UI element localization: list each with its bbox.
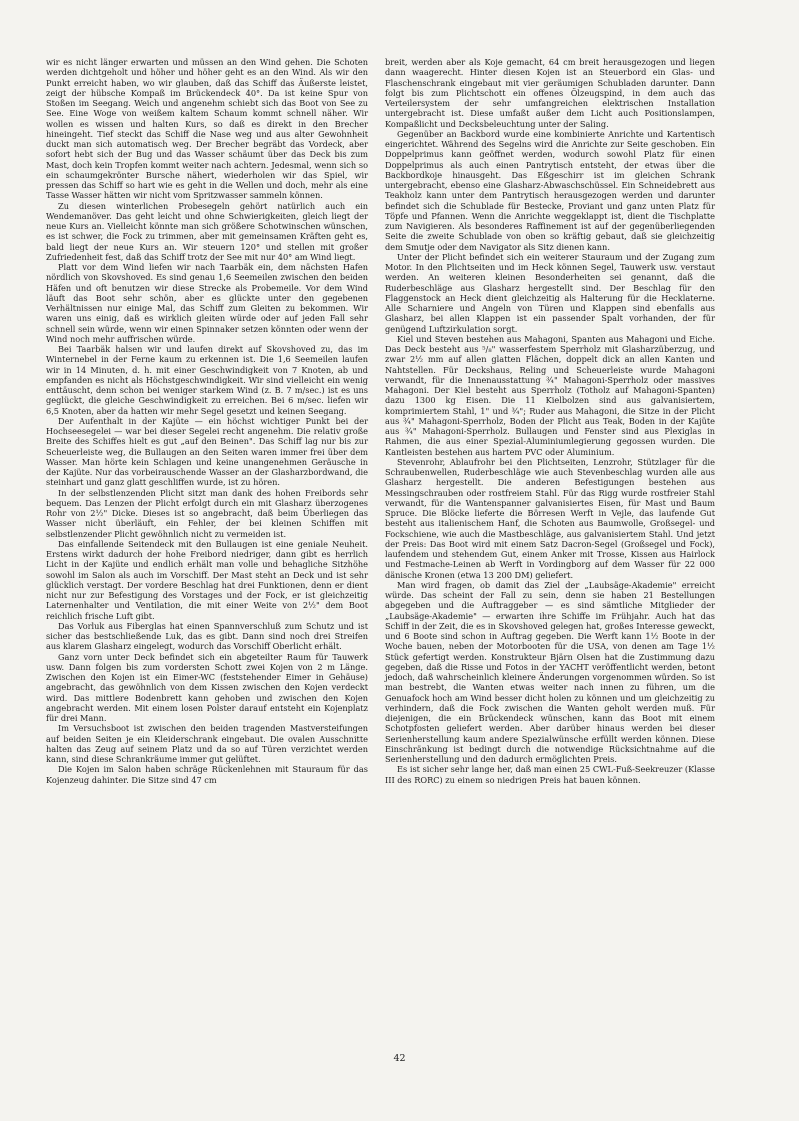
paragraph: Das Vorluk aus Fiberglas hat einen Spannverschluß zum Schutz und ist sicher das bestschließende Luk, das es gibt. Dann sind noch drei Streifen aus klarem Glasharz eingelegt, wodurch das Vorschiff Oberlicht erhält. (46, 620, 368, 652)
paragraph: Die Kojen im Salon haben schräge Rückenlehnen mit Stauraum für das Kojenzeug dahinter. Die Sitze sind 47 cm (46, 764, 368, 785)
paragraph: Stevenrohr, Ablaufrohr bei den Plichtseiten, Lenzrohr, Stützlager für die Schraubenwellen, Ruderbeschläge wie auch Stevenbeschlag wurden alle aus Glasharz hergestellt. Die anderen Befestigungen bestehen aus Messingschrauben oder rostfreiem Stahl. Für das Rigg wurde rostfreier Stahl verwandt, für die Wantenspanner galvanisiertes Eisen, für Mast und Baum Spruce. Die Blöcke lieferte die Börresen Werft in Vejle, das laufende Gut besteht aus italienischem Hanf, die Schoten aus Baumwolle, Großsegel- und Fockschiene, wie auch die Mastbeschläge, aus galvanisiertem Stahl. Und jetzt der Preis: Das Boot wird mit einem Satz Dacron-Segel (Großsegel und Fock), laufendem und stehendem Gut, einem Anker mit Trosse, Kissen aus Hairlock und Festmache-Leinen ab Werft in Vordingborg auf dem Wasser für 22 000 dänische Kronen (etwa 13 200 DM) geliefert. (385, 456, 715, 580)
paragraph: Im Versuchsboot ist zwischen den beiden tragenden Mastversteifungen auf beiden Seiten je ein Kleiderschrank eingebaut. Die ovalen Ausschnitte halten das Zeug auf seinem Platz und da so auf Türen verzichtet werden kann, sind diese Schrankräume immer gut gelüftet. (46, 723, 368, 764)
paragraph: Der Aufenthalt in der Kajüte — ein höchst wichtiger Punkt bei der Hochseesegelei — war bei dieser Segelei recht angenehm. Die relativ große Breite des Schiffes hielt es gut „auf den Beinen". Das Schiff lag nur bis zur Scheuerleiste weg, die Bullaugen an den Seiten waren immer frei über dem Wasser. Man hörte kein Schlagen und keine unangenehmen Geräusche in der Kajüte. Nur das vorbeirauschende Wasser an der Glasharzbordwand, die steinhart und ganz glatt geschliffen wurde, ist zu hören. (46, 415, 368, 488)
paragraph: In der selbstlenzenden Plicht sitzt man dank des hohen Freibords sehr bequem. Das Lenzen der Plicht erfolgt durch ein mit Glasharz überzogenes Rohr von 2½" Dicke. Dieses ist so angebracht, daß beim Überliegen das Wasser nicht überläuft, ein Fehler, der bei kleinen Schiffen mit selbstlenzender Plicht gewöhnlich nicht zu vermeiden ist. (46, 487, 368, 539)
paragraph: Das einfallende Seitendeck mit den Bullaugen ist eine geniale Neuheit. Erstens wirkt dadurch der hohe Freibord niedriger, dann gibt es herrlich Licht in der Kajüte und endlich erhält man volle und behagliche Sitzhöhe sowohl im Salon als auch im Vorschiff. Der Mast steht an Deck und ist sehr glücklich verstagt. Der vordere Beschlag hat drei Funktionen, denn er dient nicht nur zur Befestigung des Vorstages und der Fock, er ist gleichzeitig Laternenhalter und Ventilation, die mit einer Weite von 2½" dem Boot reichlich frische Luft gibt. (46, 538, 368, 621)
paragraph: breit, werden aber als Koje gemacht, 64 cm breit herausgezogen und liegen dann waagerecht. Hinter diesen Kojen ist an Steuerbord ein Glas- und Flaschenschrank eingebaut mit vier geräumigen Schubladen darunter. Dann folgt bis zum Plichtschott ein offenes Ölzeugspind, in dem auch das Verteilersystem der sehr umfangreichen elektrischen Installation untergebracht ist. Diese umfaßt außer dem Licht auch Positionslampen, Kompaßlicht und Decksbeleuchtung unter der Saling. (385, 57, 715, 129)
paragraph: Platt vor dem Wind liefen wir nach Taarbäk ein, dem nächsten Hafen nördlich von Skovshoved. Es sind genau 1,6 Seemeilen zwischen den beiden Häfen und oft benutzen wir diese Strecke als Probemeile. Vor dem Wind läuft das Boot sehr schön, aber es glückte unter den gegebenen Verhältnissen nur einige Mal, das Schiff zum Gleiten zu bekommen. Wir waren uns einig, daß es wirklich gleiten würde oder auf jeden Fall sehr schnell sein würde, wenn wir einen Spinnaker setzen könnten oder wenn der Wind noch mehr auffrischen würde. (46, 262, 368, 344)
left-column (46, 57, 368, 785)
paragraph: wir es nicht länger erwarten und müssen an den Wind gehen. Die Schoten werden dichtgeholt und höher und höher geht es an den Wind. Als wir den Punkt erreicht haben, wo wir glauben, daß das Schiff das Äußerste leistet, zeigt der hübsche Kompaß im Brückendeck 40°. Da ist keine Spur von Stoßen im Seegang. Weich und angenehm schiebt sich das Boot von See zu See. Eine Woge von weißem kaltem Schaum kommt schnell näher. Wir wollen es wissen und halten Kurs, so daß es direkt in den Brecher hineingeht. Tief steckt das Schiff die Nase weg und aus alter Gewohnheit duckt man sich automatisch weg. Der Brecher begräbt das Vordeck, aber sofort hebt sich der Bug und das Wasser schäumt über das Deck bis zum Mast, doch kein Tropfen kommt weiter nach achtern. Jedesmal, wenn sich so ein schaumgekrönter Bursche nähert, wiederholen wir das Spiel, wir pressen das Schiff so hart wie es geht in die Wellen und doch, mehr als eine Tasse Wasser hätten wir nicht vom Spritzwasser sammeln können. (46, 57, 368, 201)
paragraph: Unter der Plicht befindet sich ein weiterer Stauraum und der Zugang zum Motor. In den Plichtseiten und im Heck können Segel, Tauwerk usw. verstaut werden. An weiteren kleinen Besonderheiten sei genannt, daß die Ruderbeschläge aus Glasharz hergestellt sind. Der Beschlag für den Flaggenstock an Heck dient gleichzeitig als Halterung für die Hecklaterne. Alle Scharniere und Angeln von Türen und Klappen sind ebenfalls aus Glasharz, bei allen Klappen ist ein passender Spalt vorhanden, der für genügend Luftzirkulation sorgt. (385, 251, 715, 334)
paragraph: Man wird fragen, ob damit das Ziel der „Laubsäge-Akademie" erreicht würde. Das scheint der Fall zu sein, denn sie haben 21 Bestellungen abgegeben und die Auftraggeber — es sind sämtliche Mitglieder der „Laubsäge-Akademie" — erwarten ihre Schiffe im Frühjahr. Auch hat das Schiff in der Zeit, die es in Skovshoved gelegen hat, großes Interesse geweckt, und 6 Boote sind schon in Auftrag gegeben. Die Werft kann 1½ Boote in der Woche bauen, neben der Motorbooten für die USA, von denen am Tage 1½ Stück gefertigt werden. Konstrukteur Bjärn Olsen hat die Zustimmung dazu gegeben, daß die Risse und Fotos in der YACHT veröffentlicht werden, betont jedoch, daß wahrscheinlich kleinere Änderungen vorgenommen würden. So ist man bestrebt, die Wanten etwas weiter nach innen zu führen, um die Genuafock hoch am Wind besser dicht holen zu können und um gleichzeitig zu verhindern, daß die Fock zwischen die Wanten geholt werden muß. Für diejenigen, die ein Brückendeck wünschen, kann das Boot mit einem Schotpfosten geliefert werden. Aber darüber hinaus werden bei dieser Serienherstellung kaum andere Spezialwünsche erfüllt werden können. Diese Einschränkung ist bedingt durch die notwendige Rücksichtnahme auf die Serienherstellung und den dadurch ermöglichten Preis. (385, 579, 715, 764)
paragraph: Bei Taarbäk halsen wir und laufen direkt auf Skovshoved zu, das im Winternebel in der Ferne kaum zu erkennen ist. Die 1,6 Seemeilen laufen wir in 14 Minuten, d. h. mit einer Geschwindigkeit von 7 Knoten, ab und empfanden es nicht als Höchstgeschwindigkeit. Wir sind vielleicht ein wenig enttäuscht, denn schon bei weniger starkem Wind (z. B. 7 m/sec.) ist es uns geglückt, die gleiche Geschwindigkeit zu erreichen. Bei 6 m/sec. liefen wir 6,5 Knoten, aber da hatten wir mehr Segel gesetzt und keinen Seegang. (46, 344, 368, 416)
paragraph: Ganz vorn unter Deck befindet sich ein abgeteilter Raum für Tauwerk usw. Dann folgen bis zum vordersten Schott zwei Kojen von 2 m Länge. Zwischen den Kojen ist ein Eimer-WC (feststehender Eimer in Gehäuse) angebracht, das gewöhnlich von dem Kissen zwischen den Kojen verdeckt wird. Das mittlere Bodenbrett kann gehoben und zwischen den Kojen angebracht werden. Mit einem losen Polster darauf entsteht ein Kojenplatz für drei Mann. (46, 651, 368, 723)
right-column (385, 57, 715, 785)
paragraph: Zu diesen winterlichen Probesegeln gehört natürlich auch ein Wendemanöver. Das geht leicht und ohne Schwierigkeiten, gleich liegt der neue Kurs an. Vielleicht könnte man sich größere Schotwinschen wünschen, es ist schwer, die Fock zu trimmen, aber mit gemeinsamen Kräften geht es, bald liegt der neue Kurs an. Wir steuern 120° und stellen mit großer Zufriedenheit fest, daß das Schiff trotz der See mit nur 40° am Wind liegt. (46, 200, 368, 262)
paragraph: Gegenüber an Backbord wurde eine kombinierte Anrichte und Kartentisch eingerichtet. Während des Segelns wird die Anrichte zur Seite geschoben. Ein Doppelprimus kann geöffnet werden, wodurch sowohl Platz für einen Doppelprimus als auch einen Pantrytisch entsteht, der etwas über die Backbordkoje hinausgeht. Das Eßgeschirr ist im gleichen Schrank untergebracht, ebenso eine Glasharz-Abwaschschüssel. Ein Schneidebrett aus Teakholz kann unter dem Pantrytisch herausgezogen werden und darunter befindet sich die Schublade für Bestecke, Proviant und ganz unten Platz für Töpfe und Pfannen. Wenn die Anrichte weggeklappt ist, dient die Tischplatte zum Navigieren. Als besonderes Raffinement ist auf der gegenüberliegenden Seite die zweite Schublade von oben so kräftig gebaut, daß sie gleichzeitig dem Smutje oder dem Navigator als Sitz dienen kann. (385, 128, 715, 252)
page-number: 42 (393, 1053, 406, 1064)
paragraph: Es ist sicher sehr lange her, daß man einen 25 CWL-Fuß-Seekreuzer (Klasse III des RORC) zu einem so niedrigen Preis hat bauen können. (385, 764, 715, 785)
paragraph: Kiel und Steven bestehen aus Mahagoni, Spanten aus Mahagoni und Eiche. Das Deck besteht aus ⁵/₈" wasserfestem Sperrholz mit Glasharzüberzug, und zwar 2½ mm auf allen glatten Flächen, doppelt dick an allen Kanten und Nahtstellen. Für Deckshaus, Reling und Scheuerleiste wurde Mahagoni verwandt, für die Innenausstattung ¾" Mahagoni-Sperrholz oder massives Mahagoni. Der Kiel besteht aus Sperrholz (Totholz auf Mahagoni-Spanten) dazu 1300 kg Eisen. Die 11 Kielbolzen sind aus galvanisiertem, komprimiertem Stahl, 1" und ¾"; Ruder aus Mahagoni, die Sitze in der Plicht aus ¾" Mahagoni-Sperrholz, Boden der Plicht aus Teak, Boden in der Kajüte aus ¾" Mahagoni-Sperrholz. Bullaugen und Fenster sind aus Plexiglas in Rahmen, die aus einer Spezial-Aluminiumlegierung gegossen wurden. Die Kantleisten bestehen aus hartem PVC oder Aluminium. (385, 333, 715, 457)
